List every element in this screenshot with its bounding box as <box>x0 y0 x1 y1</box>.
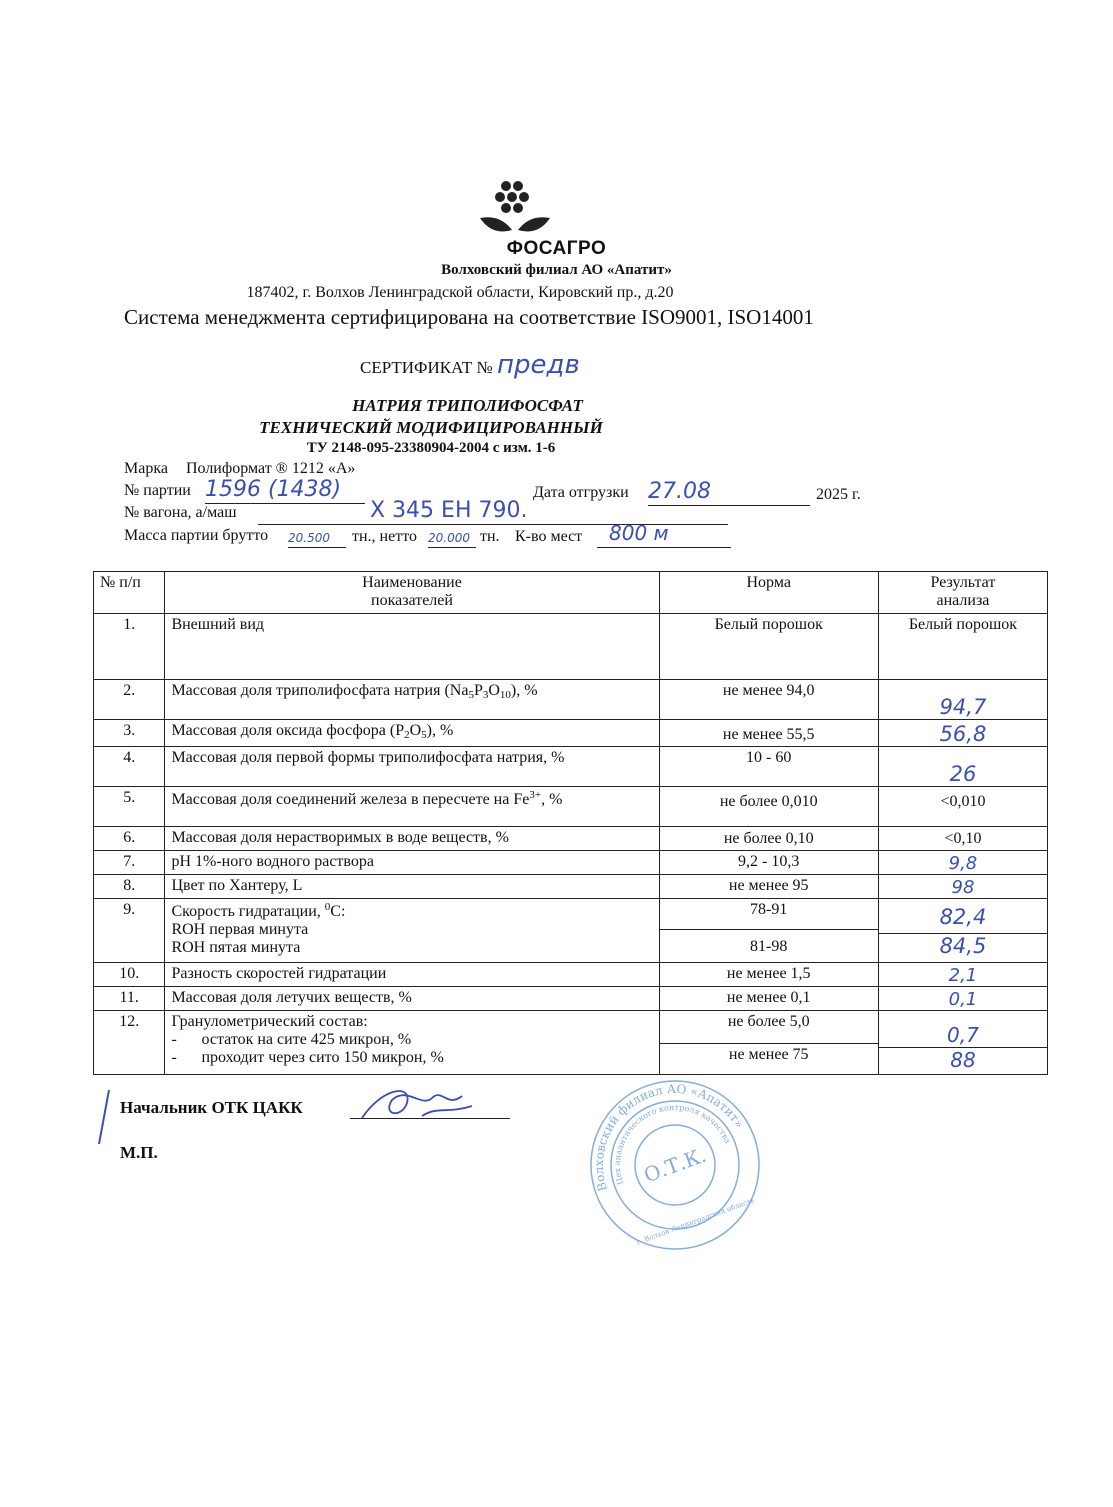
row-num: 6. <box>94 827 165 851</box>
gross-value: 20.500 <box>288 531 330 545</box>
row-norm: не менее 95 <box>659 875 878 899</box>
row-name <box>165 787 659 827</box>
row-result: <0,010 <box>878 787 1047 827</box>
row-norm: не менее 55,5 <box>659 720 878 747</box>
wagon-value: Х 345 ЕН 790. <box>370 498 528 523</box>
table-row <box>94 1011 1048 1075</box>
net-unit: тн. <box>480 528 500 545</box>
seal-place: М.П. <box>120 1143 158 1162</box>
stamp-center-text: О.Т.К. <box>640 1142 710 1188</box>
row-result-2: 88 <box>879 1047 1047 1072</box>
table-row <box>94 875 1048 899</box>
row-norm: 10 - 60 <box>659 747 878 787</box>
row-num: 7. <box>94 851 165 875</box>
margin-stroke-icon <box>95 1088 115 1148</box>
stamp-bottom-text: г. Волхов Ленинградская область <box>635 1196 756 1247</box>
ship-date-label: Дата отгрузки <box>533 484 629 501</box>
row-norm-1: не более 5,0 <box>727 1013 810 1030</box>
row-num: 3. <box>94 720 165 747</box>
row-name-line: Гранулометрический состав: <box>171 1013 368 1030</box>
places-field <box>597 521 731 548</box>
row-name-line: ROH пятая минута <box>171 939 301 956</box>
product-title-1: НАТРИЯ ТРИПОЛИФОСФАТ <box>352 396 583 415</box>
row-name: Массовая доля первой формы триполифосфата натрия, % <box>165 747 659 787</box>
header-name-line2: показателей <box>371 592 453 609</box>
row-norm: не менее 0,1 <box>659 987 878 1011</box>
row-name-part: Скорость гидратации, <box>171 903 325 920</box>
row-name-part: P <box>473 682 483 699</box>
row-name-part: Массовая доля триполифосфата натрия (Na <box>171 682 469 699</box>
product-title-2: ТЕХНИЧЕСКИЙ МОДИФИЦИРОВАННЫЙ <box>259 418 603 437</box>
table-row <box>94 614 1048 680</box>
net-value: 20.000 <box>428 531 470 545</box>
header-name-line1: Наименование <box>362 574 462 591</box>
gross-label: Масса партии брутто <box>124 527 269 544</box>
row-norm-1: 78-91 <box>750 901 788 918</box>
row-name: Разность скоростей гидратации <box>165 963 659 987</box>
row-name-part: ), % <box>426 722 454 739</box>
row-name: рН 1%-ного водного раствора <box>165 851 659 875</box>
row-num: 1. <box>94 614 165 680</box>
row-norm <box>659 1011 878 1075</box>
row-name-part: С: <box>330 903 346 920</box>
table-row <box>94 747 1048 787</box>
row-name-superscript: 0 <box>324 901 331 913</box>
certificate-number: предв <box>496 350 580 380</box>
stamp-outer-text: Волховский филиал АО «Апатит» <box>591 1081 747 1193</box>
row-name-part: O <box>409 722 422 739</box>
row-num: 8. <box>94 875 165 899</box>
row-result-1: 0,7 <box>947 1023 979 1047</box>
table-row <box>94 720 1048 747</box>
branch-name: Волховский филиал АО «Апатит» <box>441 262 672 278</box>
row-result: <0,10 <box>878 827 1047 851</box>
phosagro-logo-icon <box>470 178 560 242</box>
header-result-line2: анализа <box>936 592 990 609</box>
row-norm: не менее 94,0 <box>659 680 878 720</box>
ship-year: 2025 г. <box>816 486 861 503</box>
places-value: 800 м <box>609 521 669 545</box>
places-label: К-во мест <box>515 528 583 545</box>
table-row <box>94 851 1048 875</box>
row-name-part: Массовая доля соединений железа в пересчете на Fe <box>171 791 530 808</box>
row-name: Внешний вид <box>165 614 659 680</box>
row-name-part: O <box>488 682 500 699</box>
brand-name: ФОСАГРО <box>506 238 607 259</box>
row-result: 0,1 <box>878 987 1047 1011</box>
brand-row <box>124 460 355 478</box>
header-name <box>165 572 659 614</box>
row-name: Массовая доля летучих веществ, % <box>165 987 659 1011</box>
row-name-subscript: 10 <box>499 689 511 701</box>
batch-field <box>205 477 365 504</box>
header-num: № п/п <box>94 572 165 614</box>
row-name-part: Массовая доля оксида фосфора (P <box>171 722 405 739</box>
table-row <box>94 987 1048 1011</box>
row-name <box>165 899 659 963</box>
row-result: 98 <box>878 875 1047 899</box>
row-num: 5. <box>94 787 165 827</box>
analysis-table <box>93 571 1048 1075</box>
header-result <box>878 572 1047 614</box>
row-result: 26 <box>878 747 1047 787</box>
brand-label: Марка <box>124 460 168 477</box>
row-name: Цвет по Хантеру, L <box>165 875 659 899</box>
row-name-subscript: 3 <box>482 689 489 701</box>
row-name <box>165 720 659 747</box>
table-header-row <box>94 572 1048 614</box>
otk-stamp-icon <box>585 1075 765 1255</box>
gross-unit: тн., нетто <box>352 528 417 545</box>
row-norm: Белый порошок <box>659 614 878 680</box>
row-norm: не менее 1,5 <box>659 963 878 987</box>
address: 187402, г. Волхов Ленинградской области, Кировский пр., д.20 <box>246 284 674 301</box>
chief-title: Начальник ОТК ЦАКК <box>120 1098 303 1117</box>
gross-field <box>288 525 346 548</box>
row-num: 2. <box>94 680 165 720</box>
table-row <box>94 680 1048 720</box>
row-name <box>165 680 659 720</box>
row-name: Массовая доля нерастворимых в воде веществ, % <box>165 827 659 851</box>
table-row <box>94 899 1048 963</box>
row-num: 12. <box>94 1011 165 1075</box>
wagon-label: № вагона, а/маш <box>124 504 237 521</box>
row-num: 9. <box>94 899 165 963</box>
row-result: 94,7 <box>878 680 1047 720</box>
row-norm-2: 81-98 <box>660 929 878 956</box>
row-norm <box>659 899 878 963</box>
certification-system: Система менеджмента сертифицирована на соответствие ISO9001, ISO14001 <box>124 305 814 329</box>
ship-date-value: 27.08 <box>648 479 711 504</box>
stamp-inner-text: Цех аналитического контроля качества <box>612 1102 733 1186</box>
row-name-line: остаток на сите 425 микрон, % <box>201 1031 412 1048</box>
signature-icon <box>352 1078 492 1128</box>
brand-value: Полиформат ® 1212 «А» <box>185 460 356 477</box>
row-result: 2,1 <box>878 963 1047 987</box>
row-result: 9,8 <box>878 851 1047 875</box>
row-norm: не более 0,010 <box>659 787 878 827</box>
row-name-subscript: 2 <box>404 729 410 741</box>
table-row <box>94 963 1048 987</box>
row-result: 56,8 <box>878 720 1047 747</box>
row-num: 4. <box>94 747 165 787</box>
row-num: 10. <box>94 963 165 987</box>
header-norm: Норма <box>659 572 878 614</box>
header-result-line1: Результат <box>930 574 996 591</box>
row-result: Белый порошок <box>878 614 1047 680</box>
row-name: Гранулометрический состав: - остаток на сите 425 микрон, % - проходит через сито 150 микрон, % <box>165 1011 659 1075</box>
certificate-label: СЕРТИФИКАТ № <box>360 358 493 377</box>
row-name-part: ), % <box>510 682 538 699</box>
certificate-number-row <box>360 350 580 380</box>
row-norm-2: не менее 75 <box>660 1043 878 1064</box>
product-spec: ТУ 2148-095-23380904-2004 с изм. 1-6 <box>306 440 556 456</box>
row-num: 11. <box>94 987 165 1011</box>
row-result <box>878 1011 1047 1075</box>
table-row <box>94 827 1048 851</box>
batch-label: № партии <box>124 482 191 499</box>
row-name-line: проходит через сито 150 микрон, % <box>201 1049 444 1066</box>
row-result-1: 82,4 <box>939 905 987 929</box>
row-result-2: 84,5 <box>879 933 1047 958</box>
net-field <box>428 525 476 548</box>
row-name-subscript: 5 <box>421 729 427 741</box>
row-name-subscript: 5 <box>468 689 474 701</box>
row-norm: не более 0,10 <box>659 827 878 851</box>
row-norm: 9,2 - 10,3 <box>659 851 878 875</box>
row-result <box>878 899 1047 963</box>
row-name-part: , % <box>541 791 563 808</box>
table-row <box>94 787 1048 827</box>
row-name-superscript: 3+ <box>529 789 542 801</box>
batch-value: 1596 (1438) <box>205 477 342 502</box>
row-name-line: ROH первая минута <box>171 921 309 938</box>
